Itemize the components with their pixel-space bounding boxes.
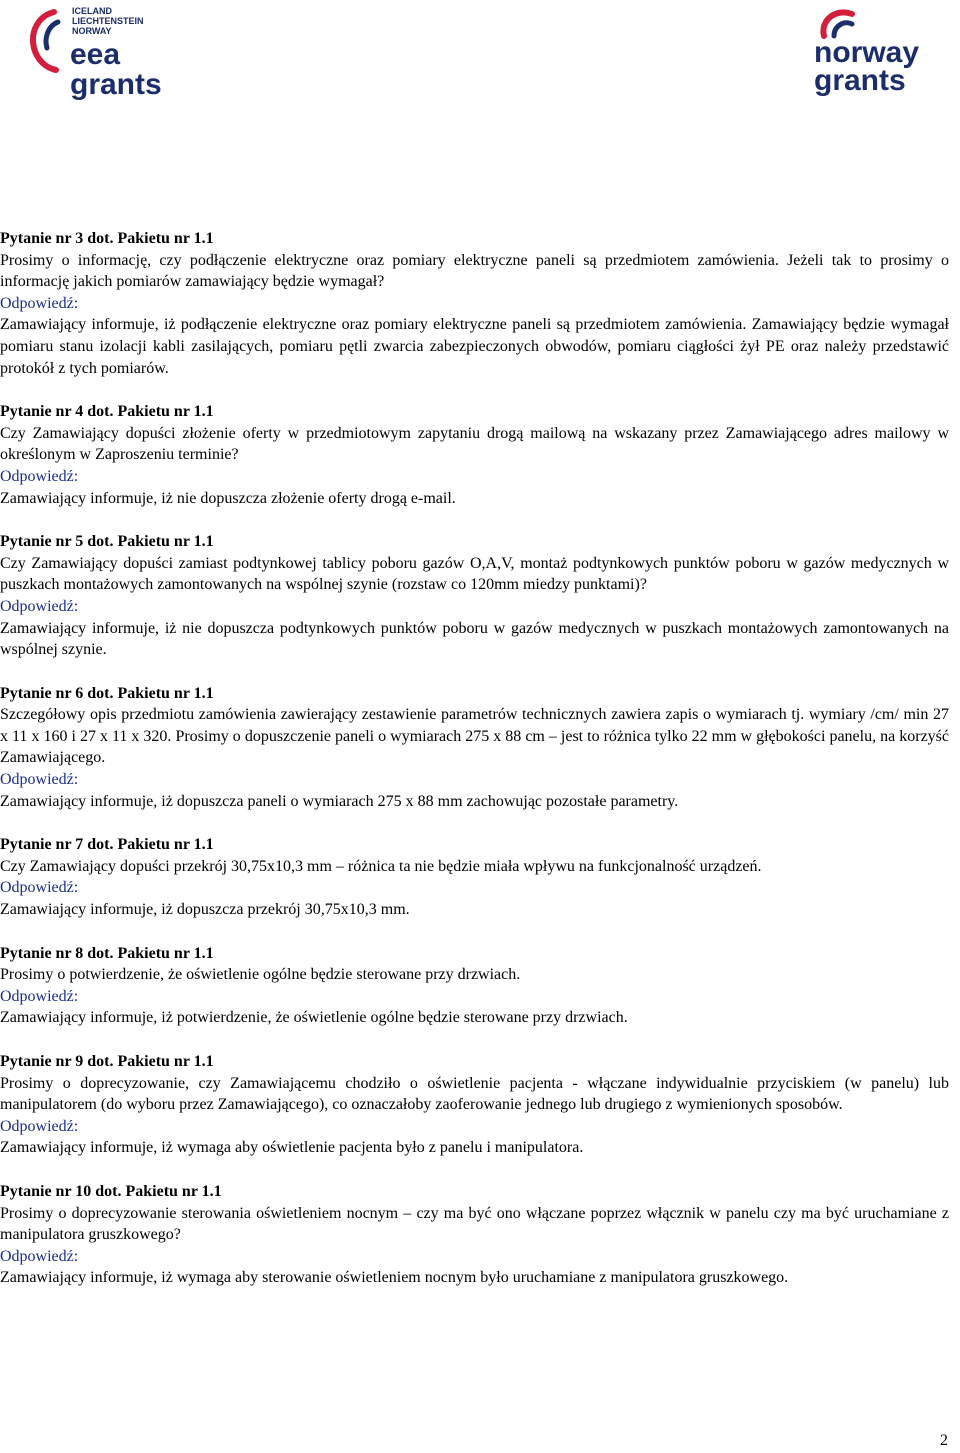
question-text: Szczegółowy opis przedmiotu zamówienia zawierający zestawienie parametrów technicznych zawiera zapis o wymiarach tj. wymiary /cm/ min 27 x 11 x 160 i 27 x 11 x 320. Prosimy o dopuszczenie paneli o wymiarach 275 x 88 cm – jest to różnica tylko 22 mm w głębokości panelu, na korzyść Zamawiającego. <box>0 706 949 767</box>
page-header <box>0 0 960 120</box>
answer-text: Zamawiający informuje, iż dopuszcza przekrój 30,75x10,3 mm. <box>0 901 410 919</box>
answer-text: Zamawiający informuje, iż wymaga aby oświetlenie pacjenta było z panelu i manipulatora. <box>0 1139 584 1157</box>
answer-label: Odpowiedź: <box>0 597 79 615</box>
question-text: Czy Zamawiający dopuści złożenie oferty w przedmiotowym zapytaniu drogą mailową na wskazany przez Zamawiającego adres mailowy w określonym w Zaproszeniu terminie? <box>0 424 949 464</box>
page-number: 2 <box>940 1432 948 1449</box>
eea-logo-word1: eea <box>70 38 121 71</box>
answer-text: Zamawiający informuje, iż potwierdzenie, że oświetlenie ogólne będzie sterowane przy drzwiach. <box>0 1009 628 1027</box>
question-text: Czy Zamawiający dopuści zamiast podtynkowej tablicy poboru gazów O,A,V, montaż podtynkowych punktów poboru w gazów medycznych w puszkach montażowych zamontowanych na wspólnej szynie (rozstaw co 120mm miedzy punktami)? <box>0 554 949 594</box>
answer-text: Zamawiający informuje, iż wymaga aby sterowanie oświetleniem nocnym było uruchamiane z manipulatora gruszkowego. <box>0 1269 789 1287</box>
question-title: Pytanie nr 10 dot. Pakietu nr 1.1 <box>0 1182 222 1200</box>
question-text: Prosimy o doprecyzowanie sterowania oświetleniem nocnym – czy ma być ono włączane poprzez włącznik w panelu czy ma być uruchamiane z manipulatora gruszkowego? <box>0 1204 949 1244</box>
question-text: Prosimy o informację, czy podłączenie elektryczne oraz pomiary elektryczne paneli są przedmiotem zamówienia. Jeżeli tak to prosimy o informację jakich pomiarów zamawiający będzie wymagał? <box>0 251 949 291</box>
question-block <box>0 531 949 661</box>
question-block <box>0 943 949 1029</box>
answer-label: Odpowiedź: <box>0 1247 79 1265</box>
norway-logo-word2: grants <box>814 64 906 97</box>
questions-list <box>0 228 949 1311</box>
eea-logo-line2: LIECHTENSTEIN <box>72 16 144 26</box>
question-title: Pytanie nr 9 dot. Pakietu nr 1.1 <box>0 1053 214 1070</box>
answer-label: Odpowiedź: <box>0 879 79 897</box>
answer-text: Zamawiający informuje, iż nie dopuszcza złożenie oferty drogą e-mail. <box>0 489 456 507</box>
question-block <box>0 401 949 509</box>
question-title: Pytanie nr 8 dot. Pakietu nr 1.1 <box>0 944 214 962</box>
question-title: Pytanie nr 3 dot. Pakietu nr 1.1 <box>0 230 214 247</box>
eea-logo-line1: ICELAND <box>72 6 112 16</box>
answer-label: Odpowiedź: <box>0 771 79 789</box>
question-title: Pytanie nr 5 dot. Pakietu nr 1.1 <box>0 533 214 551</box>
norway-grants-logo <box>806 6 956 98</box>
question-text: Prosimy o doprecyzowanie, czy Zamawiającemu chodziło o oświetlenie pacjenta - włączane indywidualnie przyciskiem (w panelu) lub manipulatorem (do wyboru przez Zamawiającego), co oznaczałoby zaoferowanie jednego lub drugiego z wymienionych sposobów. <box>0 1074 949 1114</box>
question-block <box>0 683 949 813</box>
answer-text: Zamawiający informuje, iż dopuszcza paneli o wymiarach 275 x 88 mm zachowując pozostałe parametry. <box>0 792 679 810</box>
question-block <box>0 1051 949 1159</box>
answer-label: Odpowiedź: <box>0 987 79 1005</box>
eea-grants-logo <box>28 2 198 102</box>
question-text: Prosimy o potwierdzenie, że oświetlenie ogólne będzie sterowane przy drzwiach. <box>0 966 521 984</box>
answer-label: Odpowiedź: <box>0 467 79 485</box>
question-block <box>0 1181 949 1289</box>
question-text: Czy Zamawiający dopuści przekrój 30,75x10,3 mm – różnica ta nie będzie miała wpływu na funkcjonalność urządzeń. <box>0 857 762 875</box>
question-block <box>0 228 949 379</box>
answer-text: Zamawiający informuje, iż nie dopuszcza podtynkowych punktów poboru w gazów medycznych w puszkach montażowych zamontowanych na wspólnej szynie. <box>0 619 949 659</box>
answer-label: Odpowiedź: <box>0 1117 79 1135</box>
question-title: Pytanie nr 6 dot. Pakietu nr 1.1 <box>0 684 214 702</box>
answer-text: Zamawiający informuje, iż podłączenie elektryczne oraz pomiary elektryczne paneli są przedmiotem zamówienia. Zamawiający będzie wymagał pomiaru stanu izolacji kabli zasilających, pomiaru pętli zwarcia zabezpieczonych obwodów, pomiaru ciągłości żył PE oraz należy przedstawić protokół z tych pomiarów. <box>0 316 949 377</box>
eea-logo-word2: grants <box>70 68 162 101</box>
norway-logo-word1: norway <box>814 36 920 69</box>
answer-label: Odpowiedź: <box>0 294 79 312</box>
eea-logo-line3: NORWAY <box>72 26 112 36</box>
question-title: Pytanie nr 7 dot. Pakietu nr 1.1 <box>0 836 214 854</box>
question-block <box>0 834 949 920</box>
question-title: Pytanie nr 4 dot. Pakietu nr 1.1 <box>0 403 214 421</box>
